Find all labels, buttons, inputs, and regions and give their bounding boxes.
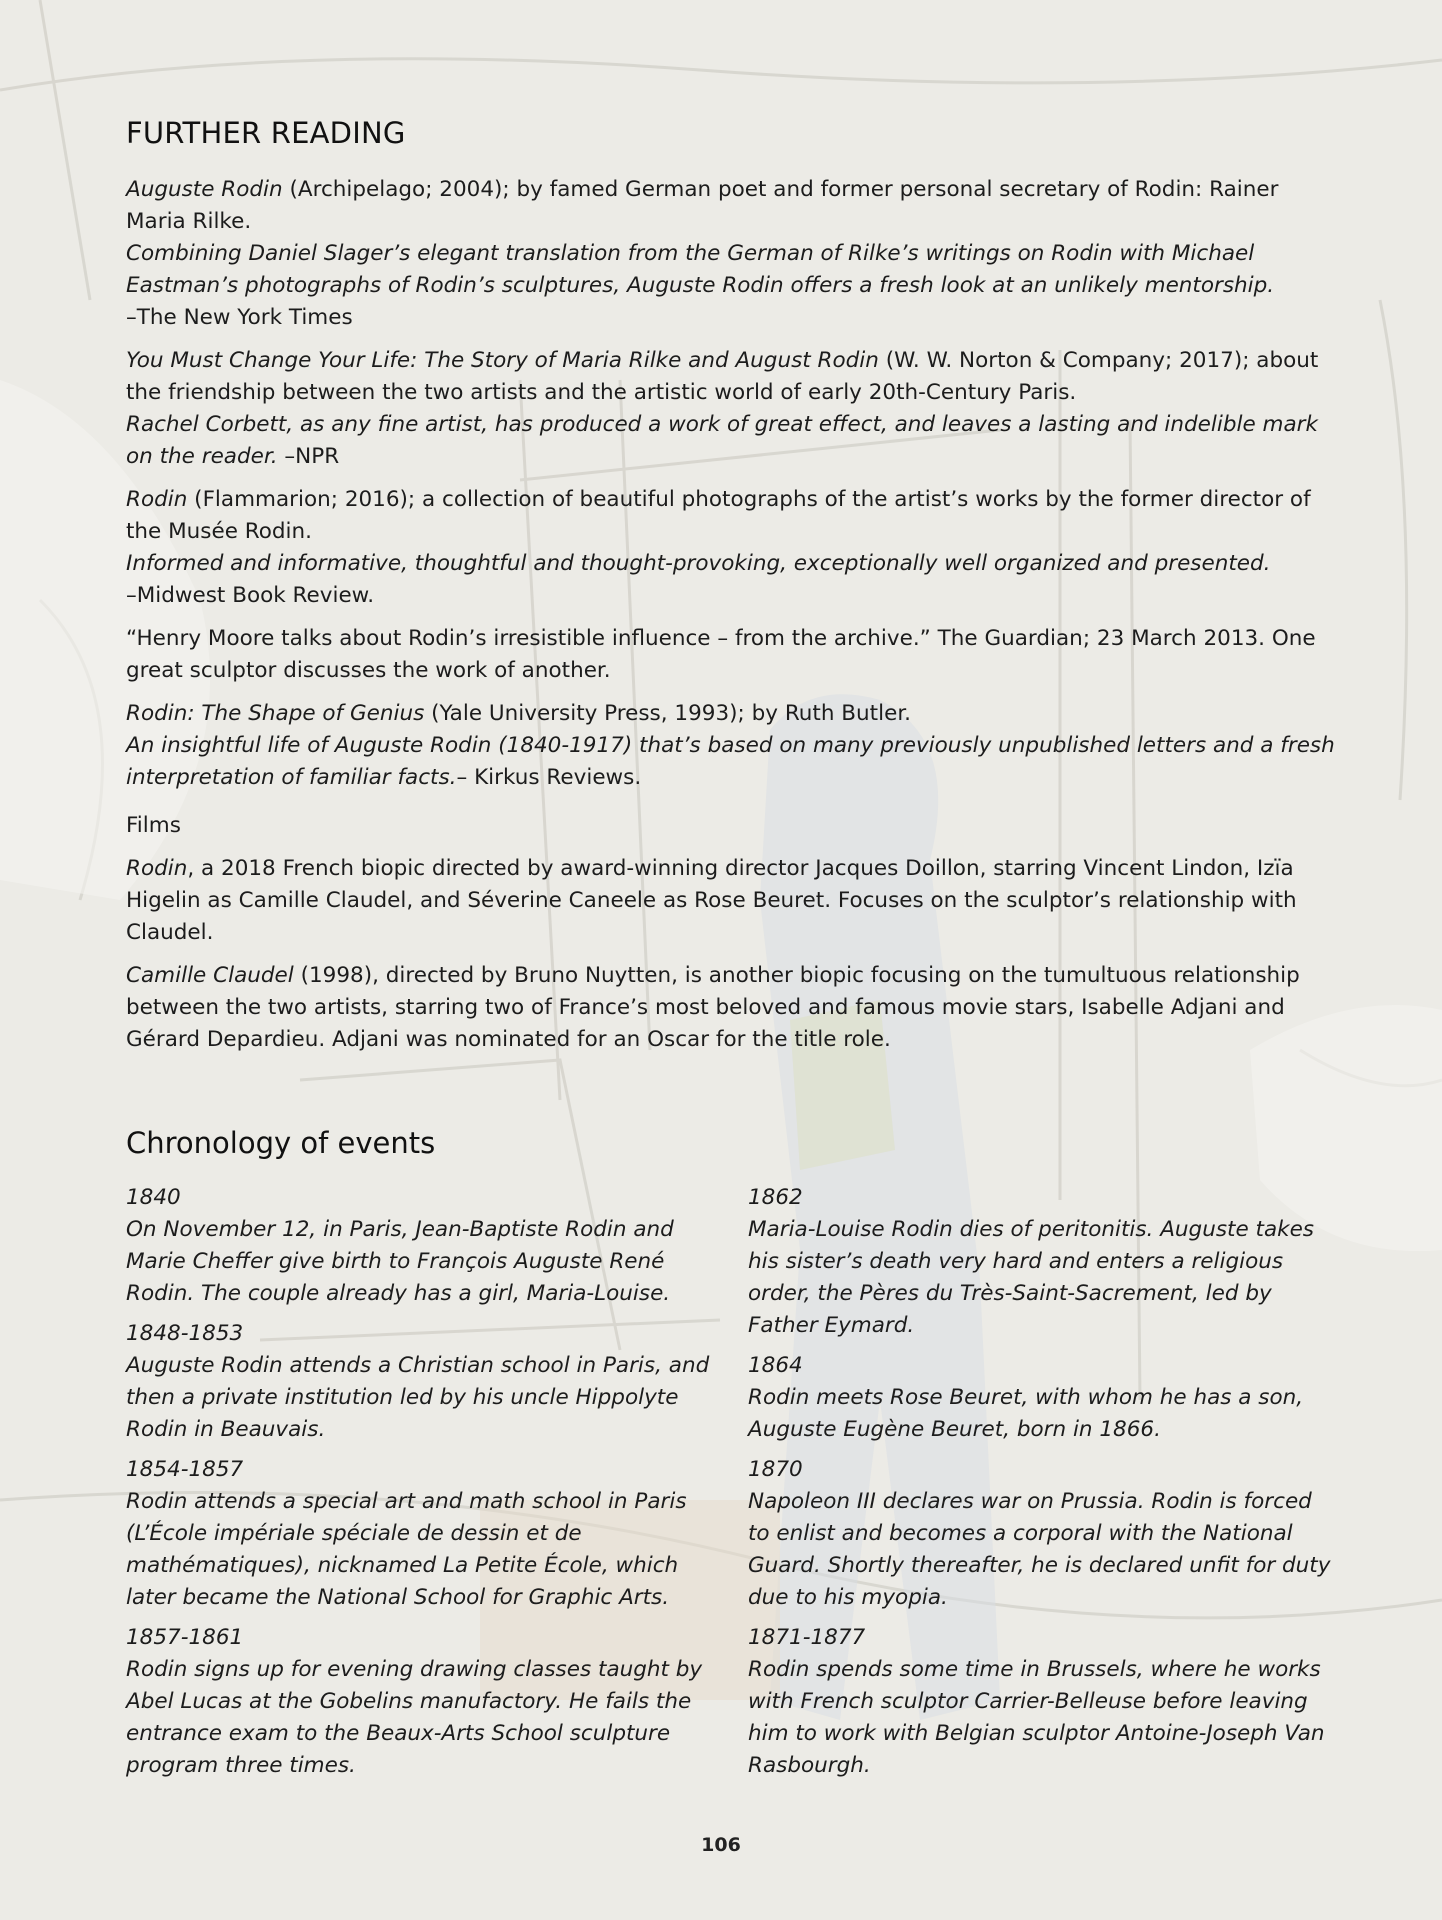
review-source: –The New York Times xyxy=(126,305,353,330)
event-text: Rodin meets Rose Beuret, with whom he has a son, Auguste Eugène Beuret, born in 1866. xyxy=(748,1385,1304,1442)
event-year: 1840 xyxy=(126,1185,181,1210)
content-area xyxy=(126,116,1336,1790)
review-source: – Kirkus Reviews. xyxy=(456,765,642,790)
film-entry xyxy=(126,853,1336,949)
book-review-quote: Rachel Corbett, as any fine artist, has produced a work of great effect, and leaves a lasting and indelible mark on the reader. xyxy=(126,412,1318,469)
book-title: Rodin xyxy=(126,487,188,512)
book-review-quote: Combining Daniel Slager’s elegant translation from the German of Rilke’s writings on Rodin with Michael Eastman’s photographs of Rodin’s sculptures, Auguste Rodin offers a fresh look at an unlikely mentorship. xyxy=(126,241,1275,298)
chronology-heading: Chronology of events xyxy=(126,1126,436,1160)
film-title: Camille Claudel xyxy=(126,963,294,988)
chronology-left-column xyxy=(126,1182,714,1790)
film-entry xyxy=(126,960,1336,1056)
event-year: 1870 xyxy=(748,1457,803,1482)
book-review-quote: Informed and informative, thoughtful and thought-provoking, exceptionally well organized and presented. xyxy=(126,551,1271,576)
chronology-event xyxy=(126,1454,714,1614)
review-source: –Midwest Book Review. xyxy=(126,583,375,608)
chronology-event xyxy=(748,1622,1336,1782)
event-text: On November 12, in Paris, Jean-Baptiste Rodin and Marie Cheffer give birth to François Auguste René Rodin. The couple already has a girl, Maria-Louise. xyxy=(126,1217,674,1306)
event-year: 1857-1861 xyxy=(126,1625,244,1650)
page-number: 106 xyxy=(701,1834,741,1856)
event-text: Napoleon III declares war on Prussia. Rodin is forced to enlist and becomes a corporal with the National Guard. Shortly thereafter, he is declared unfit for duty due to his myopia. xyxy=(748,1489,1331,1610)
further-reading-list xyxy=(126,174,1336,1056)
article-entry: “Henry Moore talks about Rodin’s irresistible influence – from the archive.” The Guardian; 23 March 2013. One great sculptor discusses the work of another. xyxy=(126,626,1316,683)
book-entry xyxy=(126,698,1336,794)
book-title: You Must Change Your Life: The Story of Maria Rilke and August Rodin xyxy=(126,348,879,373)
book-title: Rodin: The Shape of Genius xyxy=(126,701,425,726)
review-source: –NPR xyxy=(277,444,340,469)
event-text: Rodin attends a special art and math school in Paris (L’École impériale spéciale de dessin et de mathématiques), nicknamed La Petite École, which later became the National School for Graphic Arts. xyxy=(126,1489,687,1610)
chronology-event xyxy=(126,1318,714,1446)
film-details: , a 2018 French biopic directed by award-winning director Jacques Doillon, starring Vincent Lindon, Izïa Higelin as Camille Claudel, and Séverine Caneele as Rose Beuret. Focuses on the sculptor’s relationship with Claudel. xyxy=(126,856,1297,945)
book-details: (Archipelago; 2004); by famed German poet and former personal secretary of Rodin: Rainer Maria Rilke. xyxy=(126,177,1279,234)
chronology-columns xyxy=(126,1182,1336,1790)
event-text: Maria-Louise Rodin dies of peritonitis. Auguste takes his sister’s death very hard and enters a religious order, the Pères du Très-Saint-Sacrement, led by Father Eymard. xyxy=(748,1217,1315,1338)
event-year: 1848-1853 xyxy=(126,1321,244,1346)
event-year: 1871-1877 xyxy=(748,1625,866,1650)
chronology-event xyxy=(126,1182,714,1310)
book-title: Auguste Rodin xyxy=(126,177,283,202)
chronology-right-column xyxy=(748,1182,1336,1790)
book-review-quote: An insightful life of Auguste Rodin (1840-1917) that’s based on many previously unpublished letters and a fresh interpretation of familiar facts. xyxy=(126,733,1335,790)
book-details: (Yale University Press, 1993); by Ruth Butler. xyxy=(424,701,912,726)
further-reading-heading: FURTHER READING xyxy=(126,116,406,150)
films-label: Films xyxy=(126,813,181,838)
event-year: 1854-1857 xyxy=(126,1457,244,1482)
chronology-event xyxy=(126,1622,714,1782)
book-details: (W. W. Norton & Company; 2017); about the friendship between the two artists and the artistic world of early 20th-Century Paris. xyxy=(126,348,1319,405)
event-text: Rodin spends some time in Brussels, where he works with French sculptor Carrier-Belleuse before leaving him to work with Belgian sculptor Antoine-Joseph Van Rasbourgh. xyxy=(748,1657,1325,1778)
chronology-event xyxy=(748,1454,1336,1614)
event-text: Auguste Rodin attends a Christian school in Paris, and then a private institution led by his uncle Hippolyte Rodin in Beauvais. xyxy=(126,1353,710,1442)
book-details: (Flammarion; 2016); a collection of beautiful photographs of the artist’s works by the former director of the Musée Rodin. xyxy=(126,487,1311,544)
book-entry xyxy=(126,345,1336,473)
book-entry xyxy=(126,174,1336,334)
chronology-event xyxy=(748,1350,1336,1446)
event-text: Rodin signs up for evening drawing classes taught by Abel Lucas at the Gobelins manufactory. He fails the entrance exam to the Beaux-Arts School sculpture program three times. xyxy=(126,1657,703,1778)
film-title: Rodin xyxy=(126,856,188,881)
chronology-event xyxy=(748,1182,1336,1342)
book-entry xyxy=(126,484,1336,612)
film-details: (1998), directed by Bruno Nuytten, is another biopic focusing on the tumultuous relationship between the two artists, starring two of France’s most beloved and famous movie stars, Isabelle Adjani and Gérard Depardieu. Adjani was nominated for an Oscar for the title role. xyxy=(126,963,1300,1052)
event-year: 1864 xyxy=(748,1353,803,1378)
event-year: 1862 xyxy=(748,1185,803,1210)
